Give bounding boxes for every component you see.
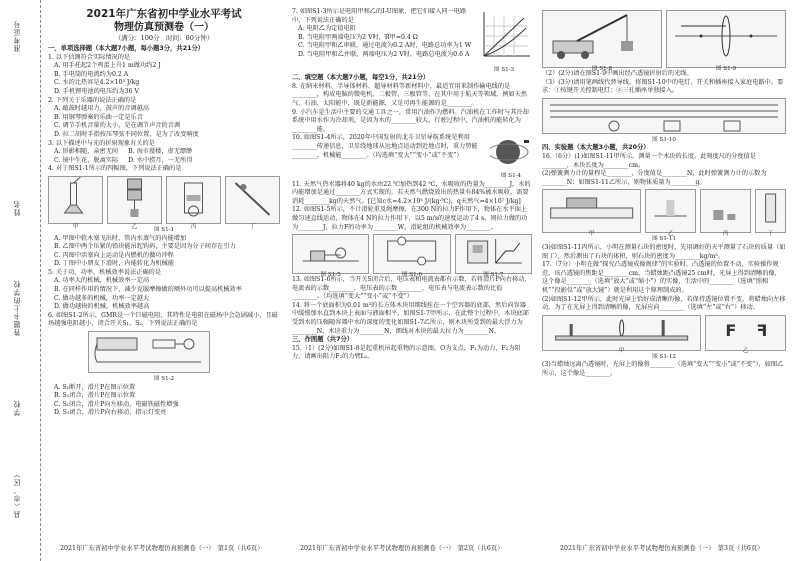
question-11: 11. 天然气热水器将40 kg的水由22 ℃加热到42 ℃，水吸收的热量为________J，水的内能增加是通过________方式实现的，若天然气燃烧放出的热量有84%被水吸收，需要消耗________kg的天然气。[已知c水=4.2×10³ J/(kg·℃)，q天然气=4×10⁷ J/kg] <box>292 180 531 205</box>
figure-s1-4-caption: 图 S1-4 <box>500 172 522 179</box>
q6-option-a: A. S₁断开，滑片P在图示位置 <box>54 383 136 391</box>
binding-label-school-note: 答题卡上的学校 <box>13 280 21 336</box>
cylinder-icon <box>756 190 785 226</box>
q1-option-d: D. 手机锂电池的电压约为36 V <box>54 87 139 95</box>
figure-s1-4 <box>490 134 532 180</box>
q7-option-b: B. 当电阻甲两端电压为2 V时，R甲=0.4 Ω <box>298 33 418 41</box>
column-2 <box>292 8 532 536</box>
exam-subtitle: 物理仿真预测卷（一） <box>114 22 214 33</box>
question-6: 6. 如图S1-2所示，GMR是一个巨磁电阻，其特性是电阻在磁场中会急剧减小，且磁场越强电阻越小，闭合开关S₁、S₂，下列说法正确的是 <box>48 311 278 328</box>
q4-option-a: A. 甲图中软木塞飞出时，管内水蒸气的内能增加 <box>54 234 187 242</box>
figure-s1-3-caption: 图 S1-3 <box>493 66 515 73</box>
binding-label-county: 县（市、区） <box>13 470 21 518</box>
figure-s1-12-caption: 图 S1-12 <box>652 353 676 360</box>
figure-s1-7-caption: 图 S1-7 <box>483 271 504 278</box>
figure-s1-2-caption: 图 S1-2 <box>153 376 175 383</box>
figure-s1-11-caption: 图 S1-11 <box>652 236 676 243</box>
column-1 <box>48 8 280 536</box>
figure-s1-11-a <box>542 189 641 237</box>
question-16b: (2)弹簧测力计的量程是________，分度值是________N，此时弹簧测力计的示数为________N；如图S1-11乙所示，则物体质量为________g。 <box>542 170 767 186</box>
q2-option-a: A. 敲鼓时越用力，鼓声的音调越高 <box>54 105 150 113</box>
question-14: 14. 将一个底面积为0.01 m²的长方体木块用细线拴在一个空容器的底部，然后向容器中缓慢加水直到木块上表面与液面相平，如图S1-7甲所示，在此整个过程中，木块底部受到水的压强随容器中水的深度的变化如图S1-7乙所示，则木块所受到的最大浮力为________N，木块重力为________N，细线对木块的最大拉力为________N。 <box>292 301 529 335</box>
footer-page-1: 2021年广东省初中学业水平考试物理仿真预测卷（一） 第1页（共6页） <box>60 545 264 552</box>
balance-icon <box>646 190 695 226</box>
svg-text:F: F <box>725 320 737 340</box>
figure-s1-1-b <box>107 176 162 230</box>
q4-option-d: D. 丁图中小朋友下滑时，内能转化为机械能 <box>54 260 175 268</box>
question-7: 7. 如图S1-3所示是电阻甲和乙的I-U图象，把它们接入同一电路中，下列说法正确的是 <box>292 8 467 24</box>
figure-s1-11-d <box>755 189 786 237</box>
q1-option-b: B. 手电筒的电流约为0.2 A <box>54 70 129 78</box>
q3-option-c: C. 镜中生花，脱离实际 <box>54 156 119 164</box>
exam-meta: （满分：100分 时间：80分钟） <box>114 34 214 42</box>
figure-s1-1-c <box>166 176 221 230</box>
q6-option-d: D. S₁闭合，滑片P向右移动，指示灯变亮 <box>54 409 167 417</box>
q1-option-a: A. 用手托起2个鸡蛋上升1 m做功约2 J <box>54 62 161 70</box>
figure-s1-10-caption: 图 S1-10 <box>652 136 676 143</box>
slide-icon <box>226 177 279 219</box>
figure-label-yi-3: 乙 <box>742 348 749 355</box>
q3-option-a: A. 形影相随，亲密无间 <box>54 148 119 156</box>
earth-satellite-icon <box>490 134 532 168</box>
ruler-icon <box>543 190 640 226</box>
figure-s1-8-caption: 图 S1-8 <box>591 65 613 72</box>
gmr-circuit-icon <box>89 332 209 372</box>
question-4: 4. 对于图S1-1所示的四幅图，下列说法正确的是 <box>48 165 182 173</box>
figures-s1-8-9 <box>542 8 786 70</box>
section-heading-4: 四、实验题（本大题3小题，共20分） <box>542 144 650 152</box>
figure-s1-12 <box>542 313 786 353</box>
figure-label-jia-2: 甲 <box>588 230 595 237</box>
question-10: 10. 如图S1-4所示，2020年中国发射的北斗卫星导航系统是利用________传递信息，卫星绕地球从远地点运动到近地点时，重力势能________，机械能________。（均选填“变大”“变小”或“不变”） <box>292 134 478 159</box>
binding-label-school: 学校 <box>13 400 21 416</box>
question-5: 5. 关于功、功率、机械效率说法正确的是 <box>48 268 162 276</box>
q2-option-b: B. 用钢琴弹奏的乐曲一定是乐音 <box>54 113 143 121</box>
figure-label-bing-2: 丙 <box>722 230 729 237</box>
footer-page-2: 2021年广东省初中学业水平考试物理仿真预测卷（一） 第2页（共6页） <box>300 545 504 552</box>
q5-option-c: C. 做功越多的机械，功率一定越大 <box>54 294 150 302</box>
q1-option-c: C. 水的比热容是4.2×10³ J/kg <box>54 79 140 87</box>
figure-label-jia: 甲 <box>72 223 79 230</box>
figure-s1-9-caption: 图 S1-9 <box>715 65 737 72</box>
figure-s1-6-caption: 图 S1-6 <box>401 271 423 278</box>
figure-label-yi-2: 乙 <box>667 230 674 237</box>
q7-option-c: C. 当电阻甲和乙串联，通过电流为0.2 A时，电路总功率为1 W <box>298 42 472 50</box>
question-16c: (3)如图S1-11丙所示，小明在测量石块的密度时，先用调好的天平测量了石块的质量（如图丁），然后测出了石块的体积，则石块的密度为________kg/m³。 <box>542 243 786 260</box>
question-15c: （3）(3分)请用笔画线代替导线，将图S1-10中的电灯、开关和插座接入家庭电路中。要求：①按键开关控制电灯；②三孔插座单独接入。 <box>542 78 784 95</box>
optical-bench-icon <box>543 316 700 344</box>
figure-s1-7 <box>455 234 532 278</box>
exam-title: 2021年广东省初中学业水平考试 <box>86 8 242 20</box>
iu-graph-icon <box>476 8 532 62</box>
q3-options-row1 <box>48 148 280 157</box>
figure-s1-8 <box>542 10 662 72</box>
image-f-icon <box>706 316 785 344</box>
binding-label-exam-number: 准考证号 <box>13 20 21 52</box>
question-9: 9. 小汽车是生活中主要的交通工具之一，常用汽油作为燃料。汽油机在工作时与其冷却系统中用水作为冷却剂，是因为水的________较大，行驶过程中，汽油机的能转化为________能。 <box>292 108 529 133</box>
figures-s1-5-to-7 <box>292 232 532 276</box>
q4-option-c: C. 丙图中活塞向上运动是内燃机的做功冲程 <box>54 251 174 259</box>
q2-option-c: C. 调节手机音量的大小，是在调节声音的音调 <box>54 122 181 130</box>
figure-s1-1-caption: 图 S1-1 <box>153 226 175 233</box>
figure-s1-10 <box>542 98 786 134</box>
q4-option-b: B. 乙图中两个压紧的铅块能吊起钩码，主要是因为分子间存在引力 <box>54 243 236 251</box>
figure-label-yi: 乙 <box>131 223 138 230</box>
q7-block <box>292 8 532 74</box>
question-3: 3. 以下描述中与光的折射现象有关的是 <box>48 139 155 147</box>
flask-diagram-icon <box>49 177 102 219</box>
engine-cylinder-icon <box>167 177 220 219</box>
question-15: 15.（1）(2分)如图S1-8是起重机吊起重物的示意图，O为支点，F₁为动力，F₂为阻力，请画出阻力F₂的力臂L₂。 <box>292 344 521 361</box>
figure-s1-9 <box>666 10 786 72</box>
figure-s1-11-b <box>645 189 696 237</box>
q2-option-d: D. 拉二胡时手指按压琴弦不同位置，是为了改变响度 <box>54 130 199 138</box>
q3-option-d: D. 水中捞月，一无所得 <box>128 156 193 164</box>
container-graph-icon <box>456 235 531 267</box>
q7-text <box>292 8 472 74</box>
section-heading-2: 二、填空题（本大题7小题，每空1分，共21分） <box>292 74 430 82</box>
question-2: 2. 下列关于乐器的说法正确的是 <box>48 96 137 104</box>
q7-option-a: A. 电阻乙为定值电阻 <box>298 25 356 33</box>
q5-option-a: A. 功率大的机械，机械效率一定高 <box>54 277 150 285</box>
lead-blocks-icon <box>108 177 161 219</box>
figure-s1-11 <box>542 187 786 235</box>
section-heading-3: 三、作图题（共7分） <box>292 336 354 344</box>
q6-option-c: C. S₁闭合，滑片P向左移动，电磁铁磁性增强 <box>54 400 179 408</box>
q6-option-b: B. S₁闭合，滑片P在图示位置 <box>54 392 136 400</box>
figure-s1-1-a <box>48 176 103 230</box>
figure-s1-2 <box>88 331 210 373</box>
question-15b: （2）(2分)请在图S1-9中画出经凸透镜折射后的光线。 <box>542 70 693 77</box>
weights-icon <box>701 190 750 226</box>
question-17c: (3)当蜡烛远离凸透镜时，光屏上的像将________（选填“变大”“变小”或“不变”），如图乙所示，这个像是________。 <box>542 361 784 377</box>
question-17b: (2)如图S1-12甲所示，此时光屏上恰好成清晰的像，若保持透镜位置不变，将蜡烛向左移动，为了在光屏上得到清晰的像，光屏应向________（选填“左”或“右”）移动。 <box>542 295 786 312</box>
question-8: 8. 在纳米材料、半导体材料、超导材料等新材料中，最适宜用来制作输电线的是________，构成电脑的微电机、二极管、三极管等，在其中用于航天等领域，例如天然气、石油、太阳能中，既是新能源，又是可再生能源的是________。 <box>292 82 528 107</box>
q5-option-d: D. 做功越快的机械，机械效率越高 <box>54 303 150 311</box>
figure-s1-5-caption: 图 S1-5 <box>320 271 341 278</box>
q7-option-d: D. 当电阻甲和乙并联，两端电压为2 V时，电路总电流为0.6 A <box>298 50 470 58</box>
figure-s1-11-c <box>700 189 751 237</box>
question-17: 17.（7分）小明在做“探究凸透镜成像规律”的实验时，凸透镜的位置不动，实验操作规范，该凸透镜的焦距是________cm，当蜡烛距凸透镜25 cm时，光屏上得到清晰的像，这个像是________（选填“放大”或“缩小”）的实像，生活中的________（选填“照相机”“投影仪”或“放大镜”）就是利用这个原理制成的。 <box>542 261 781 294</box>
q5-option-b: B. 在同样作用的情况下，减少克服摩擦做的额外功可以提高机械效率 <box>54 286 242 294</box>
figure-s1-3 <box>476 8 532 74</box>
figure-s1-6 <box>373 234 450 278</box>
figure-label-ding-2: 丁 <box>767 230 774 237</box>
figure-label-jia-3: 甲 <box>618 348 625 355</box>
q3-option-b: B. 海市蜃楼，虚无缥缈 <box>128 148 193 156</box>
figure-s1-12-b <box>705 315 786 355</box>
binding-label-name: 姓名 <box>13 200 21 216</box>
figure-s1-1-d <box>225 176 280 230</box>
svg-text:F: F <box>756 320 768 340</box>
binding-strip <box>0 0 41 561</box>
figure-s1-12-a <box>542 315 701 355</box>
lens-icon <box>667 11 785 61</box>
column-3 <box>542 8 786 536</box>
circuit-icon <box>374 235 449 267</box>
crane-icon <box>543 11 661 61</box>
question-12: 12. 如图S1-5所示，不计滑轮重及绳摩擦，在300 N的拉力F作用下，物体在水平面上做匀速直线运动，物体在4 N的拉力作用下，以5 m/s的速度运动了4 s，则拉力做的功为________J，拉力F的功率为________W，滑轮组的机械效率为________。 <box>292 206 528 231</box>
section-heading: 一、单项选择题（本大题7小题，每小题3分，共21分） <box>48 45 205 52</box>
question-16: 16.（6分）(1)如图S1-11甲所示，测量一个木块的长度，此刻度尺的分度值是________，木块长度为________cm。 <box>542 152 756 169</box>
figure-s1-5 <box>292 234 369 278</box>
household-circuit-icon <box>543 99 785 133</box>
footer-page-3: 2021年广东省初中学业水平考试物理仿真预测卷（一） 第3页（共6页） <box>560 545 764 552</box>
question-13: 13. 如图S1-6所示，当开关S闭合后，电压表和电流表都有示数，若将滑片P向右移动，电流表的示数________，电压表的示数________，电压表与电流表示数的比值________。（均选填“变大”“变小”或“不变”） <box>292 276 531 301</box>
question-1: 1. 以下估测符合实际情况的是 <box>48 53 131 61</box>
q10-block <box>292 134 532 180</box>
figure-label-ding: 丁 <box>249 223 256 230</box>
figure-label-bing: 丙 <box>190 223 197 230</box>
pulley-icon <box>293 235 368 267</box>
